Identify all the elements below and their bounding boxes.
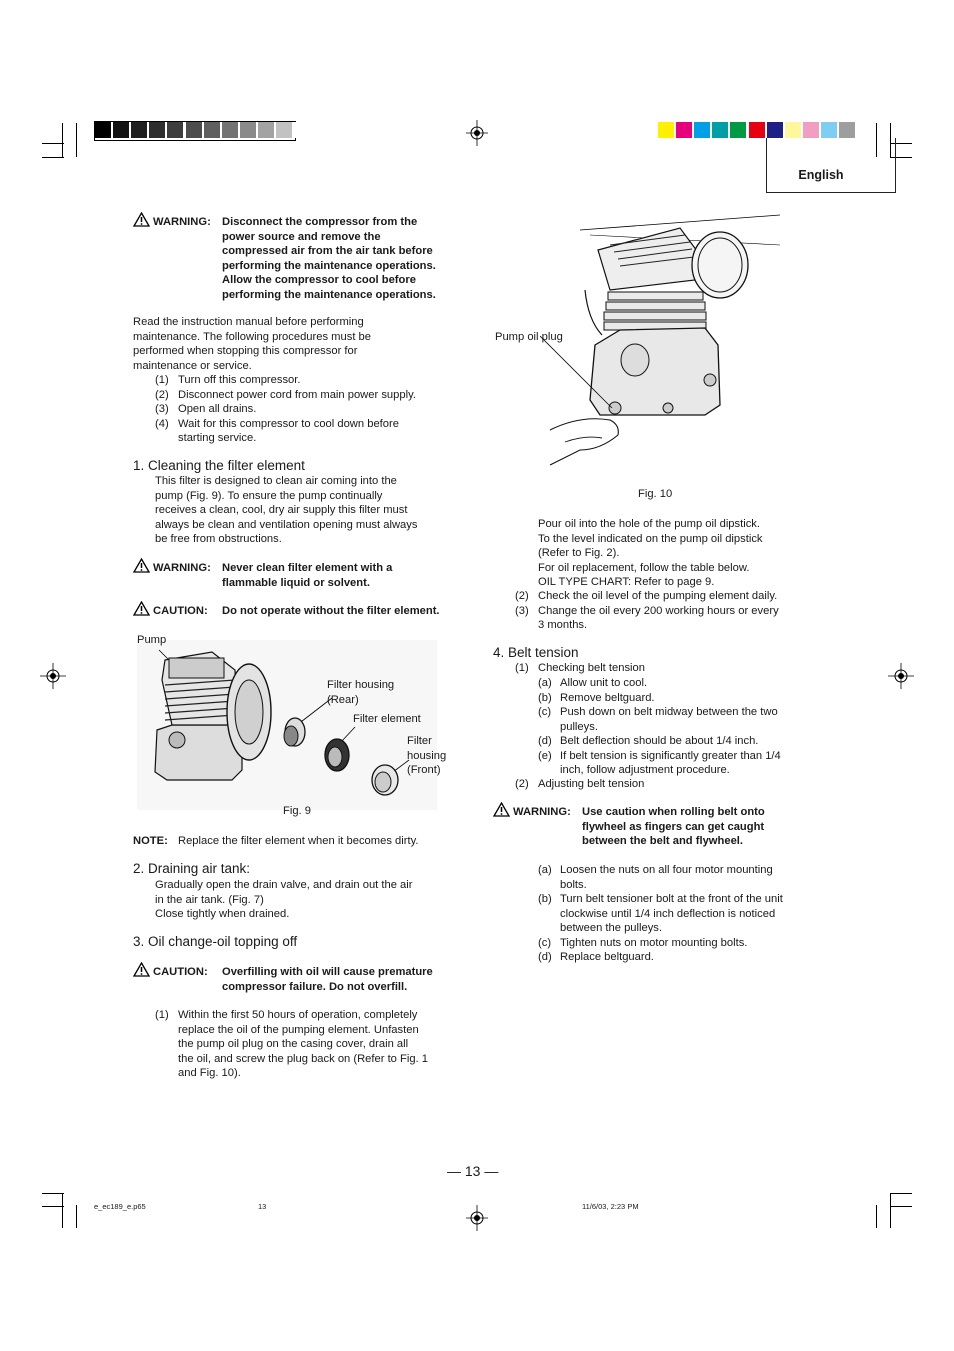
registration-mark-icon bbox=[466, 1205, 488, 1231]
body-line: the oil, and screw the plug back on (Refer to Fig. 1 bbox=[178, 1052, 428, 1065]
gray-swatch bbox=[204, 122, 220, 138]
body-line: For oil replacement, follow the table below. bbox=[538, 561, 750, 574]
fig9-label-element: Filter element bbox=[353, 713, 421, 725]
section-body bbox=[155, 474, 417, 547]
warning-triangle-icon bbox=[133, 558, 150, 573]
list-item-text: Allow unit to cool. bbox=[560, 677, 648, 689]
note-label: NOTE: bbox=[133, 835, 168, 847]
label-line: Filter bbox=[407, 735, 432, 747]
list-item bbox=[538, 676, 781, 691]
list-item bbox=[155, 388, 416, 403]
warning-triangle-icon bbox=[133, 212, 150, 227]
list-item-number: (d) bbox=[538, 951, 552, 963]
section-heading: 4. Belt tension bbox=[493, 645, 579, 660]
list-item-text: Turn belt tensioner bolt at the front of the unit clockwise until 1/4 inch deflection is noticed between the pulleys. bbox=[560, 893, 783, 934]
warning-line: power source and remove the bbox=[222, 230, 381, 243]
list-item-number: (4) bbox=[155, 417, 169, 430]
warning-line: flywheel as fingers can get caught bbox=[582, 820, 765, 833]
body-line: the pump oil plug on the casing cover, drain all bbox=[178, 1038, 409, 1050]
registration-mark-icon bbox=[466, 120, 488, 146]
belt-check-items bbox=[538, 676, 781, 778]
body-line: This filter is designed to clean air coming into the bbox=[155, 475, 397, 487]
caution-text bbox=[222, 965, 433, 994]
gray-swatch bbox=[95, 122, 111, 138]
color-swatch bbox=[730, 122, 746, 138]
gray-swatch bbox=[113, 122, 129, 138]
warning-line: performing the maintenance operations. bbox=[222, 259, 436, 272]
label-line: (Front) bbox=[407, 764, 441, 776]
list-item-number: (a) bbox=[538, 864, 552, 876]
color-swatch bbox=[785, 122, 801, 138]
list-item-text: Turn off this compressor. bbox=[178, 374, 301, 386]
list-item bbox=[538, 691, 781, 706]
body-line: To the level indicated on the pump oil dipstick bbox=[538, 532, 763, 545]
list-item-text: Tighten nuts on motor mounting bolts. bbox=[560, 936, 748, 949]
fig10-label-oil-plug: Pump oil plug bbox=[495, 331, 563, 343]
fig9-label-housing-rear bbox=[327, 678, 394, 707]
warning-label: WARNING: bbox=[153, 216, 211, 228]
color-swatch bbox=[694, 122, 710, 138]
color-swatch bbox=[658, 122, 674, 138]
gray-swatch bbox=[167, 122, 183, 138]
body-line: be free from obstructions. bbox=[155, 533, 282, 545]
fig10-caption: Fig. 10 bbox=[638, 488, 673, 500]
list-item-text: Belt deflection should be about 1/4 inch. bbox=[560, 735, 759, 747]
body-line: pump (Fig. 9). To ensure the pump continually bbox=[155, 489, 383, 502]
belt-adjust-number: (2) bbox=[515, 778, 529, 790]
section-heading: 3. Oil change-oil topping off bbox=[133, 934, 298, 949]
color-swatch bbox=[712, 122, 728, 138]
warning-label: WARNING: bbox=[513, 806, 571, 818]
caution-label: CAUTION: bbox=[153, 605, 208, 617]
caution-triangle-icon bbox=[133, 962, 150, 977]
body-line: in the air tank. (Fig. 7) bbox=[155, 893, 264, 906]
label-line: (Rear) bbox=[327, 693, 359, 706]
belt-adjust-items bbox=[538, 863, 783, 965]
list-item bbox=[538, 950, 783, 965]
list-item-text: If belt tension is significantly greater than 1/4 inch, follow adjustment procedure. bbox=[560, 749, 781, 776]
gray-swatch bbox=[258, 122, 274, 138]
list-item bbox=[538, 734, 781, 749]
color-swatch bbox=[767, 122, 783, 138]
caution-text bbox=[222, 604, 440, 619]
list-item-text: Check the oil level of the pumping element daily. bbox=[538, 590, 778, 602]
color-swatch bbox=[821, 122, 837, 138]
procedure-steps bbox=[155, 373, 416, 446]
fig9-label-housing-front bbox=[407, 734, 446, 778]
list-item-number: (b) bbox=[538, 691, 552, 704]
list-item-number: (d) bbox=[538, 735, 552, 747]
list-item-text: Disconnect power cord from main power supply. bbox=[178, 388, 416, 401]
color-swatch bbox=[676, 122, 692, 138]
intro-paragraph bbox=[133, 315, 371, 373]
warning-line: performing the maintenance operations. bbox=[222, 288, 436, 301]
body-line: Close tightly when drained. bbox=[155, 908, 290, 920]
list-item-number: (1) bbox=[155, 374, 169, 386]
oil-paragraph bbox=[538, 517, 763, 590]
warning-line: Never clean filter element with a bbox=[222, 562, 393, 574]
list-item bbox=[155, 373, 416, 388]
warning-text bbox=[582, 805, 765, 849]
list-item-number: (3) bbox=[515, 604, 529, 617]
list-item bbox=[155, 402, 416, 417]
list-item-text: Wait for this compressor to cool down before starting service. bbox=[178, 417, 399, 444]
list-item bbox=[538, 705, 781, 734]
gray-swatch bbox=[276, 122, 292, 138]
caution-triangle-icon bbox=[133, 601, 150, 616]
intro-line: performed when stopping this compressor for bbox=[133, 345, 358, 357]
caution-line: compressor failure. Do not overfill. bbox=[222, 980, 408, 993]
footer-file: e_ec189_e.p65 bbox=[94, 1202, 146, 1211]
list-item bbox=[155, 417, 416, 446]
oil-steps bbox=[515, 589, 779, 633]
list-item-text: Open all drains. bbox=[178, 403, 257, 415]
belt-check-number: (1) bbox=[515, 662, 529, 674]
intro-line: maintenance or service. bbox=[133, 359, 252, 372]
list-item-text: Push down on belt midway between the two pulleys. bbox=[560, 706, 778, 733]
list-item-number: (c) bbox=[538, 706, 552, 718]
list-item bbox=[538, 863, 783, 892]
list-item-number: (c) bbox=[538, 936, 552, 949]
list-item-number: (2) bbox=[155, 388, 169, 401]
color-swatch bbox=[803, 122, 819, 138]
list-item-text: Replace beltguard. bbox=[560, 951, 654, 963]
warning-line: flammable liquid or solvent. bbox=[222, 576, 370, 589]
list-item bbox=[538, 749, 781, 778]
body-line: replace the oil of the pumping element. Unfasten bbox=[178, 1023, 419, 1036]
belt-adjust-title: Adjusting belt tension bbox=[538, 778, 645, 790]
fig9-caption: Fig. 9 bbox=[283, 805, 311, 817]
list-item-number: (b) bbox=[538, 893, 552, 905]
language-tab-label: English bbox=[798, 168, 844, 182]
body-line: and Fig. 10). bbox=[178, 1067, 241, 1079]
body-line: Gradually open the drain valve, and drain out the air bbox=[155, 879, 413, 891]
warning-text bbox=[222, 215, 436, 302]
warning-line: between the belt and flywheel. bbox=[582, 835, 744, 847]
warning-line: compressed air from the air tank before bbox=[222, 245, 433, 257]
body-line: (Refer to Fig. 2). bbox=[538, 547, 620, 559]
gray-swatch bbox=[294, 122, 310, 138]
oil-step-number: (1) bbox=[155, 1009, 169, 1021]
gray-swatch bbox=[149, 122, 165, 138]
note-text: Replace the filter element when it becomes dirty. bbox=[178, 835, 419, 847]
gray-swatch bbox=[186, 122, 202, 138]
footer-date: 11/6/03, 2:23 PM bbox=[582, 1202, 639, 1211]
warning-text bbox=[222, 561, 392, 590]
list-item-number: (a) bbox=[538, 677, 552, 689]
list-item-number: (2) bbox=[515, 590, 529, 602]
warning-line: Allow the compressor to cool before bbox=[222, 274, 416, 286]
body-line: always be clean and ventilation opening must always bbox=[155, 518, 418, 531]
intro-line: Read the instruction manual before performing bbox=[133, 316, 364, 328]
gray-swatch bbox=[240, 122, 256, 138]
fig9-label-pump: Pump bbox=[137, 634, 167, 646]
body-line: OIL TYPE CHART: Refer to page 9. bbox=[538, 576, 715, 588]
fig9-filter-illustration bbox=[137, 640, 437, 810]
list-item-number: (3) bbox=[155, 403, 169, 415]
gray-swatch bbox=[222, 122, 238, 138]
fig10-oil-plug-illustration bbox=[540, 210, 780, 475]
page-number: — 13 — bbox=[447, 1163, 499, 1179]
list-item-number: (e) bbox=[538, 749, 552, 762]
oil-step-text bbox=[178, 1008, 428, 1081]
list-item bbox=[538, 892, 783, 936]
warning-line: Disconnect the compressor from the bbox=[222, 216, 418, 228]
footer-page: 13 bbox=[258, 1202, 267, 1211]
body-line: Pour oil into the hole of the pump oil dipstick. bbox=[538, 518, 761, 530]
warning-line: Use caution when rolling belt onto bbox=[582, 806, 765, 818]
list-item-text: Loosen the nuts on all four motor mounting bolts. bbox=[560, 864, 773, 891]
language-tab bbox=[766, 138, 896, 193]
belt-check-title: Checking belt tension bbox=[538, 662, 645, 674]
color-swatch bbox=[839, 122, 855, 138]
list-item-text: Remove beltguard. bbox=[560, 691, 655, 704]
list-item-text: Change the oil every 200 working hours or every 3 months. bbox=[538, 604, 779, 631]
warning-label: WARNING: bbox=[153, 562, 211, 574]
body-line: receives a clean, cool, dry air supply this filter must bbox=[155, 504, 408, 516]
caution-line: Overfilling with oil will cause premature bbox=[222, 966, 433, 978]
intro-line: maintenance. The following procedures must be bbox=[133, 330, 371, 343]
caution-label: CAUTION: bbox=[153, 966, 208, 978]
section-heading: 1. Cleaning the filter element bbox=[133, 458, 305, 473]
color-swatch bbox=[749, 122, 765, 138]
body-line: Within the first 50 hours of operation, completely bbox=[178, 1009, 418, 1021]
label-line: housing bbox=[407, 749, 447, 762]
label-line: Filter housing bbox=[327, 679, 395, 691]
section-body bbox=[155, 878, 412, 922]
section-heading: 2. Draining air tank: bbox=[133, 861, 251, 876]
registration-mark-icon bbox=[40, 663, 66, 689]
list-item bbox=[515, 589, 779, 604]
registration-mark-icon bbox=[888, 663, 914, 689]
list-item bbox=[515, 604, 779, 633]
list-item bbox=[538, 936, 783, 951]
gray-swatch bbox=[131, 122, 147, 138]
caution-line: Do not operate without the filter element. bbox=[222, 605, 440, 617]
warning-triangle-icon bbox=[493, 802, 510, 817]
